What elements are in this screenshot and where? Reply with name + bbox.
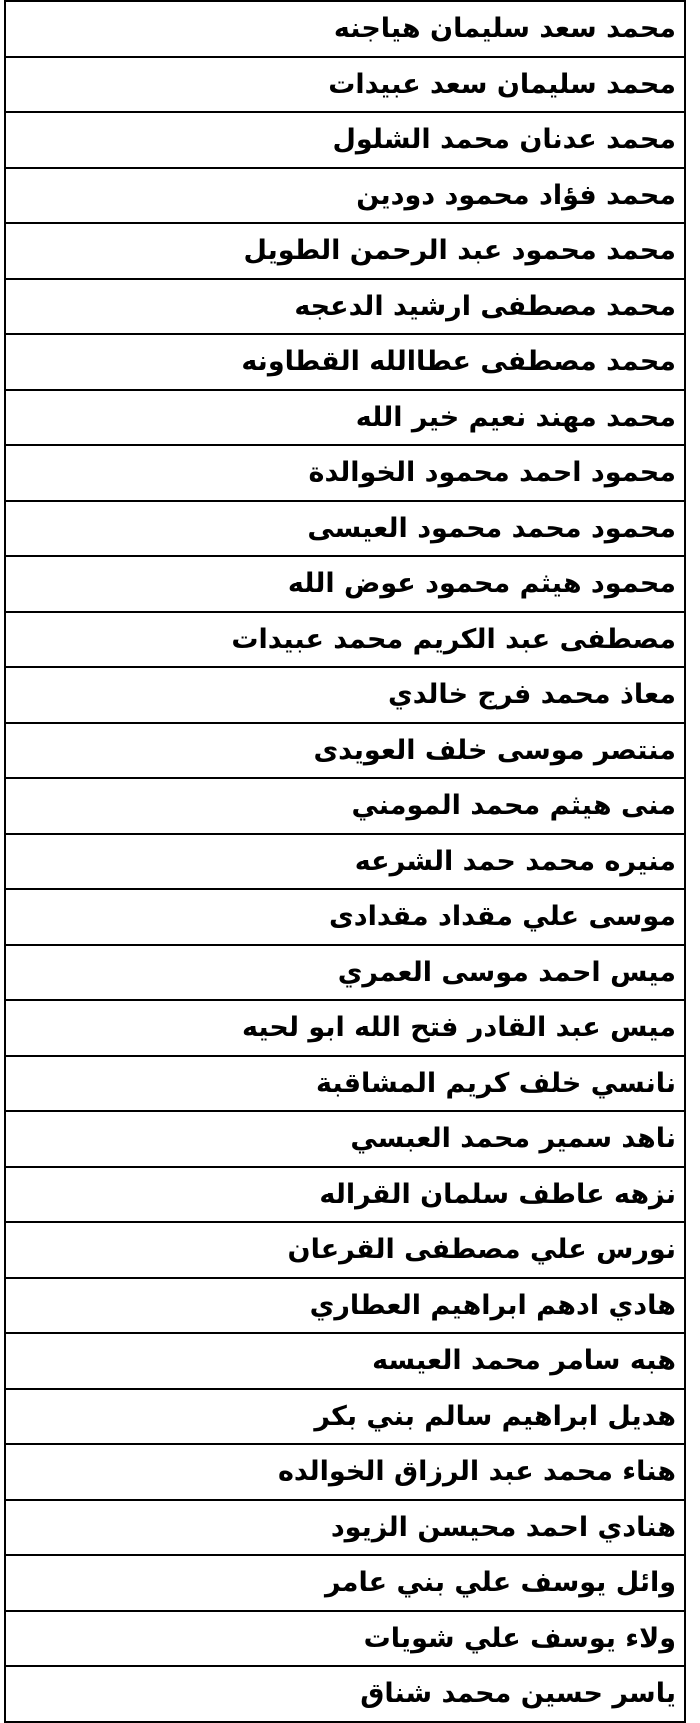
table-row: [5, 556, 685, 612]
table-row: [5, 1000, 685, 1056]
table-row: [5, 1167, 685, 1223]
name-cell[interactable]: معاذ محمد فرج خالدي: [5, 667, 685, 723]
names-table-body: [5, 1, 685, 1722]
table-row: [5, 279, 685, 335]
name-cell[interactable]: محمد سعد سليمان هياجنه: [5, 1, 685, 57]
name-cell[interactable]: ولاء يوسف علي شويات: [5, 1611, 685, 1667]
name-cell[interactable]: محمد محمود عبد الرحمن الطويل: [5, 223, 685, 279]
table-row: [5, 112, 685, 168]
table-row: [5, 1611, 685, 1667]
names-table: [4, 0, 686, 1723]
page-margin: [688, 0, 700, 1721]
table-row: [5, 1333, 685, 1389]
name-cell[interactable]: ناهد سمير محمد العبسي: [5, 1111, 685, 1167]
table-row: [5, 612, 685, 668]
table-row: [5, 390, 685, 446]
name-cell[interactable]: هديل ابراهيم سالم بني بكر: [5, 1389, 685, 1445]
table-row: [5, 57, 685, 113]
table-row: [5, 1666, 685, 1722]
name-cell[interactable]: هبه سامر محمد العيسه: [5, 1333, 685, 1389]
name-cell[interactable]: مصطفى عبد الكريم محمد عبيدات: [5, 612, 685, 668]
table-row: [5, 168, 685, 224]
table-row: [5, 223, 685, 279]
name-cell[interactable]: ميس عبد القادر فتح الله ابو لحيه: [5, 1000, 685, 1056]
table-row: [5, 445, 685, 501]
name-cell[interactable]: منتصر موسى خلف العويدى: [5, 723, 685, 779]
table-row: [5, 334, 685, 390]
table-row: [5, 667, 685, 723]
name-cell[interactable]: هناء محمد عبد الرزاق الخوالده: [5, 1444, 685, 1500]
name-cell[interactable]: محمد مهند نعيم خير الله: [5, 390, 685, 446]
table-row: [5, 1111, 685, 1167]
name-cell[interactable]: محمود محمد محمود العيسى: [5, 501, 685, 557]
name-cell[interactable]: موسى علي مقداد مقدادى: [5, 889, 685, 945]
table-row: [5, 889, 685, 945]
table-row: [5, 723, 685, 779]
name-cell[interactable]: منيره محمد حمد الشرعه: [5, 834, 685, 890]
table-row: [5, 1444, 685, 1500]
table-row: [5, 834, 685, 890]
name-cell[interactable]: محمود احمد محمود الخوالدة: [5, 445, 685, 501]
name-cell[interactable]: محمد مصطفى عطاالله القطاونه: [5, 334, 685, 390]
name-cell[interactable]: وائل يوسف علي بني عامر: [5, 1555, 685, 1611]
name-cell[interactable]: نانسي خلف كريم المشاقبة: [5, 1056, 685, 1112]
table-row: [5, 1278, 685, 1334]
name-cell[interactable]: محمد فؤاد محمود دودين: [5, 168, 685, 224]
name-cell[interactable]: منى هيثم محمد المومني: [5, 778, 685, 834]
table-row: [5, 1, 685, 57]
table-row: [5, 778, 685, 834]
name-cell[interactable]: نورس علي مصطفى القرعان: [5, 1222, 685, 1278]
name-cell[interactable]: ياسر حسين محمد شناق: [5, 1666, 685, 1722]
table-row: [5, 1500, 685, 1556]
name-cell[interactable]: محمد سليمان سعد عبيدات: [5, 57, 685, 113]
table-row: [5, 1389, 685, 1445]
name-cell[interactable]: هنادي احمد محيسن الزيود: [5, 1500, 685, 1556]
table-row: [5, 501, 685, 557]
name-cell[interactable]: هادي ادهم ابراهيم العطاري: [5, 1278, 685, 1334]
table-row: [5, 1555, 685, 1611]
table-row: [5, 1056, 685, 1112]
name-cell[interactable]: محمد مصطفى ارشيد الدعجه: [5, 279, 685, 335]
name-cell[interactable]: محمد عدنان محمد الشلول: [5, 112, 685, 168]
table-row: [5, 945, 685, 1001]
table-row: [5, 1222, 685, 1278]
name-cell[interactable]: نزهه عاطف سلمان القراله: [5, 1167, 685, 1223]
name-cell[interactable]: ميس احمد موسى العمري: [5, 945, 685, 1001]
name-cell[interactable]: محمود هيثم محمود عوض الله: [5, 556, 685, 612]
